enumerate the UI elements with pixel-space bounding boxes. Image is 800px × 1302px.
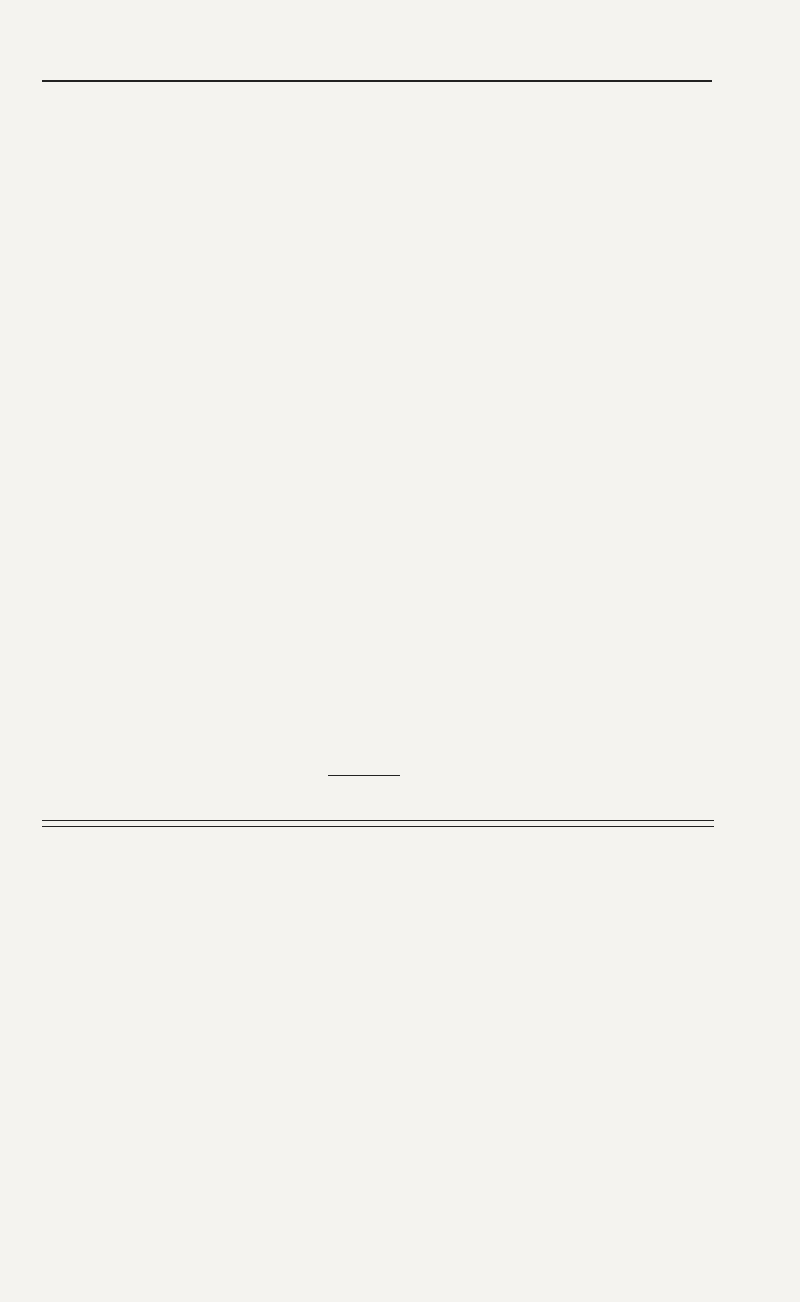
header-rule xyxy=(42,80,712,82)
feuilleton-rule-bottom xyxy=(42,826,714,827)
signature-row xyxy=(60,1244,712,1266)
section-end-rule xyxy=(328,775,400,776)
page-header xyxy=(42,52,707,78)
feuilleton-rule-top xyxy=(42,820,714,821)
